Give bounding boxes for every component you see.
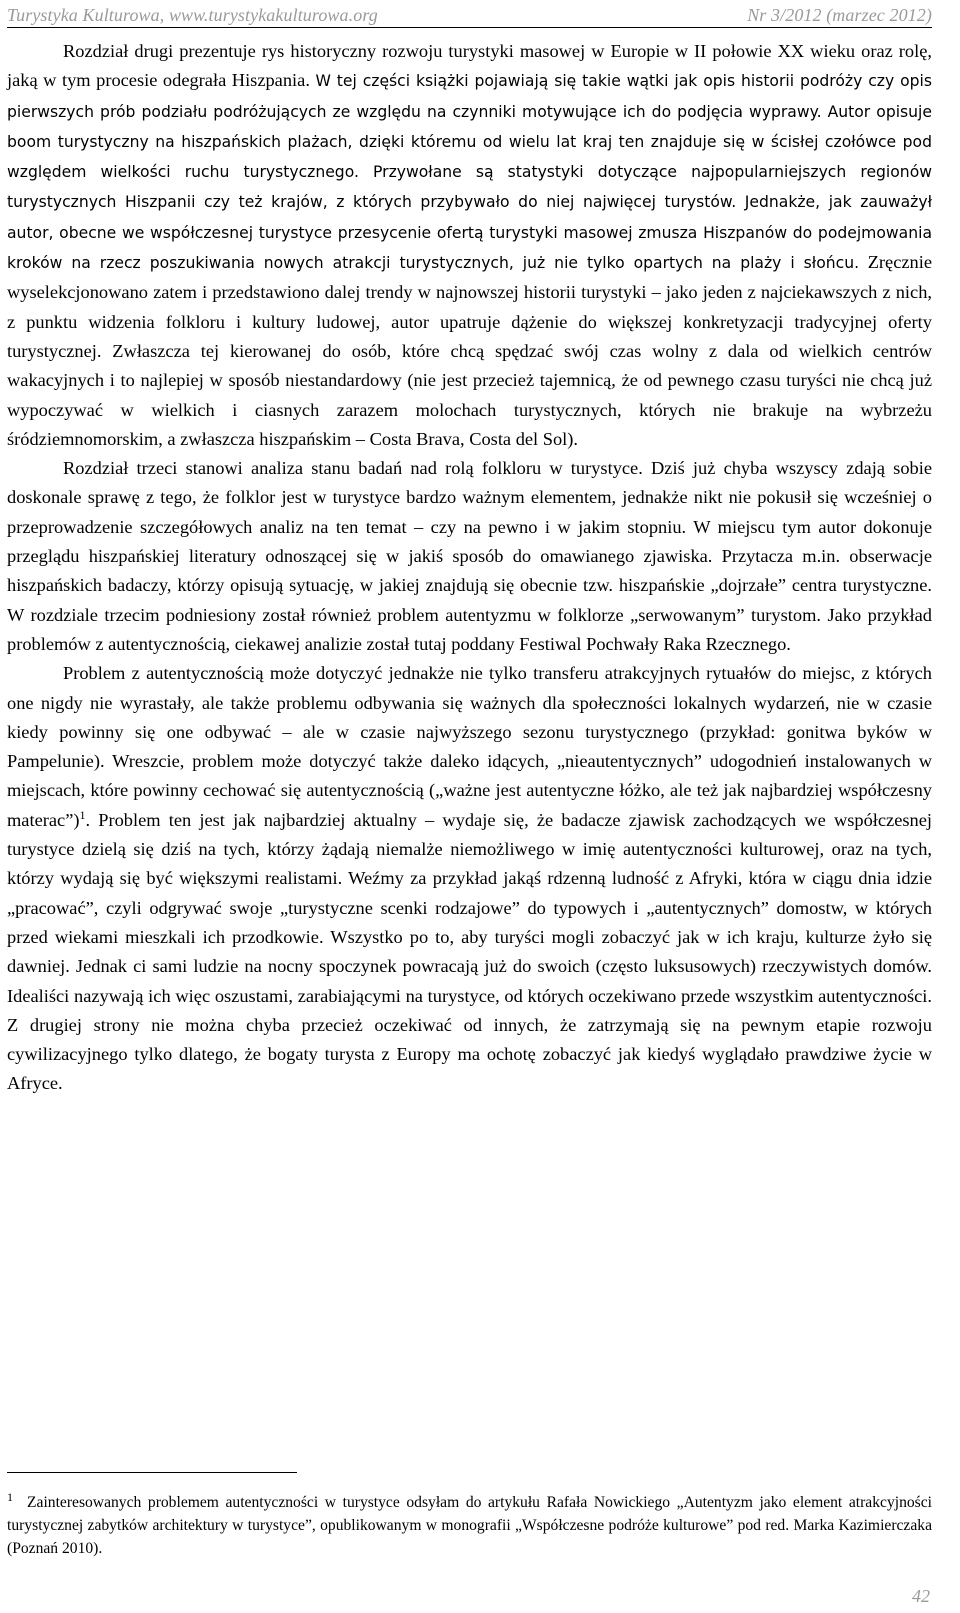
text-run: Zręcznie wyselekcjonowano zatem i przedstawiono dalej trendy w najnowszej historii turystyki – jako jeden z najciekawszych z nich, z punktu widzenia folkloru i kultury ludowej, autor upatruje dążenie do większej konkretyzacji tradycyjnej oferty turystycznej. Zwłaszcza tej kierowanej do osób, które chcą spędzać swój czas wolny z dala od wielkich centrów wakacyjnych i to najlepiej w sposób niestandardowy (nie jest przecież tajemnicą, że od pewnego czasu turyści nie chcą już wypoczywać w wielkich i ciasnych zarazem molochach turystycznych, których nie brakuje na wybrzeżu śródziemnomorskim, a zwłaszcza hiszpańskim – Costa Brava, Costa del Sol). (7, 252, 933, 449)
paragraph-1 (7, 37, 932, 454)
paragraph-2 (7, 454, 932, 659)
text-run: Problem z autentycznością może dotyczyć jednakże nie tylko transferu atrakcyjnych rytuałów do miejsc, z których one nigdy nie wyrastały, ale także problemu odbywania się ważnych dla społeczności lokalnych wydarzeń, nie w czasie kiedy powinny się one odbywać – ale w czasie najwyższego sezonu turystycznego (przykład: gonitwa byków w Pampelunie). Wreszcie, problem może dotyczyć także daleko idących, „nieautentycznych” udogodnień instalowanych w miejscach, które powinny cechować się autentycznością („ważne jest autentyczne łóżko, ale też jak najbardziej współczesny materac”) (7, 663, 932, 830)
text-run: Rozdział trzeci stanowi analiza stanu badań nad rolą folkloru w turystyce. Dziś już chyba wszyscy zdają sobie doskonale sprawę z tego, że folklor jest w turystyce bardzo ważnym elementem, jednakże nikt nie pokusił się wcześniej o przeprowadzenie szczegółowych analiz na ten temat – czy na pewno i w jakim stopniu. W miejscu tym autor dokonuje przeglądu hiszpańskiej literatury odnoszącej się w jakiś sposób do omawianego zjawiska. Przytacza m.in. obserwacje hiszpańskich badaczy, którzy opisują sytuację, w jakiej znajdują się obecnie tzw. hiszpańskie „dojrzałe” centra turystyczne. W rozdziale trzecim podniesiony został również problem autentyzmu w folklorze „serwowanym” turystom. Jako przykład problemów z autentycznością, ciekawej analizie został tutaj poddany Festiwal Pochwały Raka Rzecznego. (7, 458, 932, 654)
footnote-mark: 1 (7, 1489, 13, 1504)
text-run: Jednakże, jak zauważył autor, obecne we współczesnej turystyce przesycenie ofertą turystyki masowej zmusza Hiszpanów do podejmowania kroków na rzecz poszukiwania nowych atrakcji turystycznych, już nie tylko opartych na plaży i słońcu. (7, 193, 932, 273)
page-number: 42 (912, 1586, 930, 1606)
footnote-1 (7, 1491, 932, 1560)
issue-label: Nr 3/2012 (marzec 2012) (747, 5, 932, 25)
footnotes-section (7, 1472, 932, 1560)
footnote-text: Zainteresowanych problemem autentyczności w turystyce odsyłam do artykułu Rafała Nowickiego „Autentyzm jako element atrakcyjności turystycznej zabytków architektury w turystyce”, opublikowanym w monografii „Współczesne podróże kulturowe” pod red. Marka Kazimierczaka (Poznań 2010). (7, 1494, 932, 1557)
footnote-reference[interactable]: 1 (79, 807, 86, 822)
article-body (7, 37, 932, 1099)
running-header (7, 2, 932, 28)
paragraph-3 (7, 659, 932, 1098)
journal-title: Turystyka Kulturowa, www.turystykakulturowa.org (7, 5, 378, 25)
text-run: W tej części książki pojawiają się takie wątki jak opis historii podróży czy opis pierwszych prób podziału podróżujących ze względu na czynniki motywujące ich do podjęcia wyprawy. Autor opisuje boom turystyczny na hiszpańskich plażach, dzięki któremu od wielu lat kraj ten znajduje się w ścisłej czołówce pod względem wielkości ruchu turystycznego. Przywołane są statystyki dotyczące najpopularniejszych regionów turystycznych Hiszpanii czy też krajów, z których przybywało do niej najwięcej turystów. (7, 72, 932, 212)
footnote-divider (7, 1472, 297, 1473)
text-run: . Problem ten jest jak najbardziej aktualny – wydaje się, że badacze zjawisk zachodzących we współczesnej turystyce dzielą się dziś na tych, którzy żądają niemalże niemożliwego w imię autentyczności kulturowej, oraz na tych, którzy wydają się być większymi realistami. Weźmy za przykład jakąś rdzenną ludność z Afryki, która w ciągu dnia idzie „pracować”, czyli odgrywać swoje „turystyczne scenki rodzajowe” do typowych i „autentycznych” domostw, w których przed wiekami mieszkali ich przodkowie. Wszystko po to, aby turyści mogli zobaczyć jak w ich kraju, kulturze żyło się dawniej. Jednak ci sami ludzie na nocny spoczynek powracają już do swoich (często luksusowych) rzeczywistych domów. Idealiści nazywają ich więc oszustami, zarabiającymi na turystyce, od których oczekiwano przede wszystkim autentyczności. Z drugiej strony nie można chyba przecież oczekiwać od innych, że zatrzymają się na pewnym etapie rozwoju cywilizacyjnego tylko dlatego, że bogaty turysta z Europy ma ochotę zobaczyć jak kiedyś wyglądało prawdziwe życie w Afryce. (7, 809, 932, 1094)
text-run: Rozdział drugi prezentuje rys historyczny rozwoju turystyki masowej w Europie w II połowie XX wieku oraz rolę, jaką w tym procesie odegrała Hiszpania. (7, 41, 932, 91)
